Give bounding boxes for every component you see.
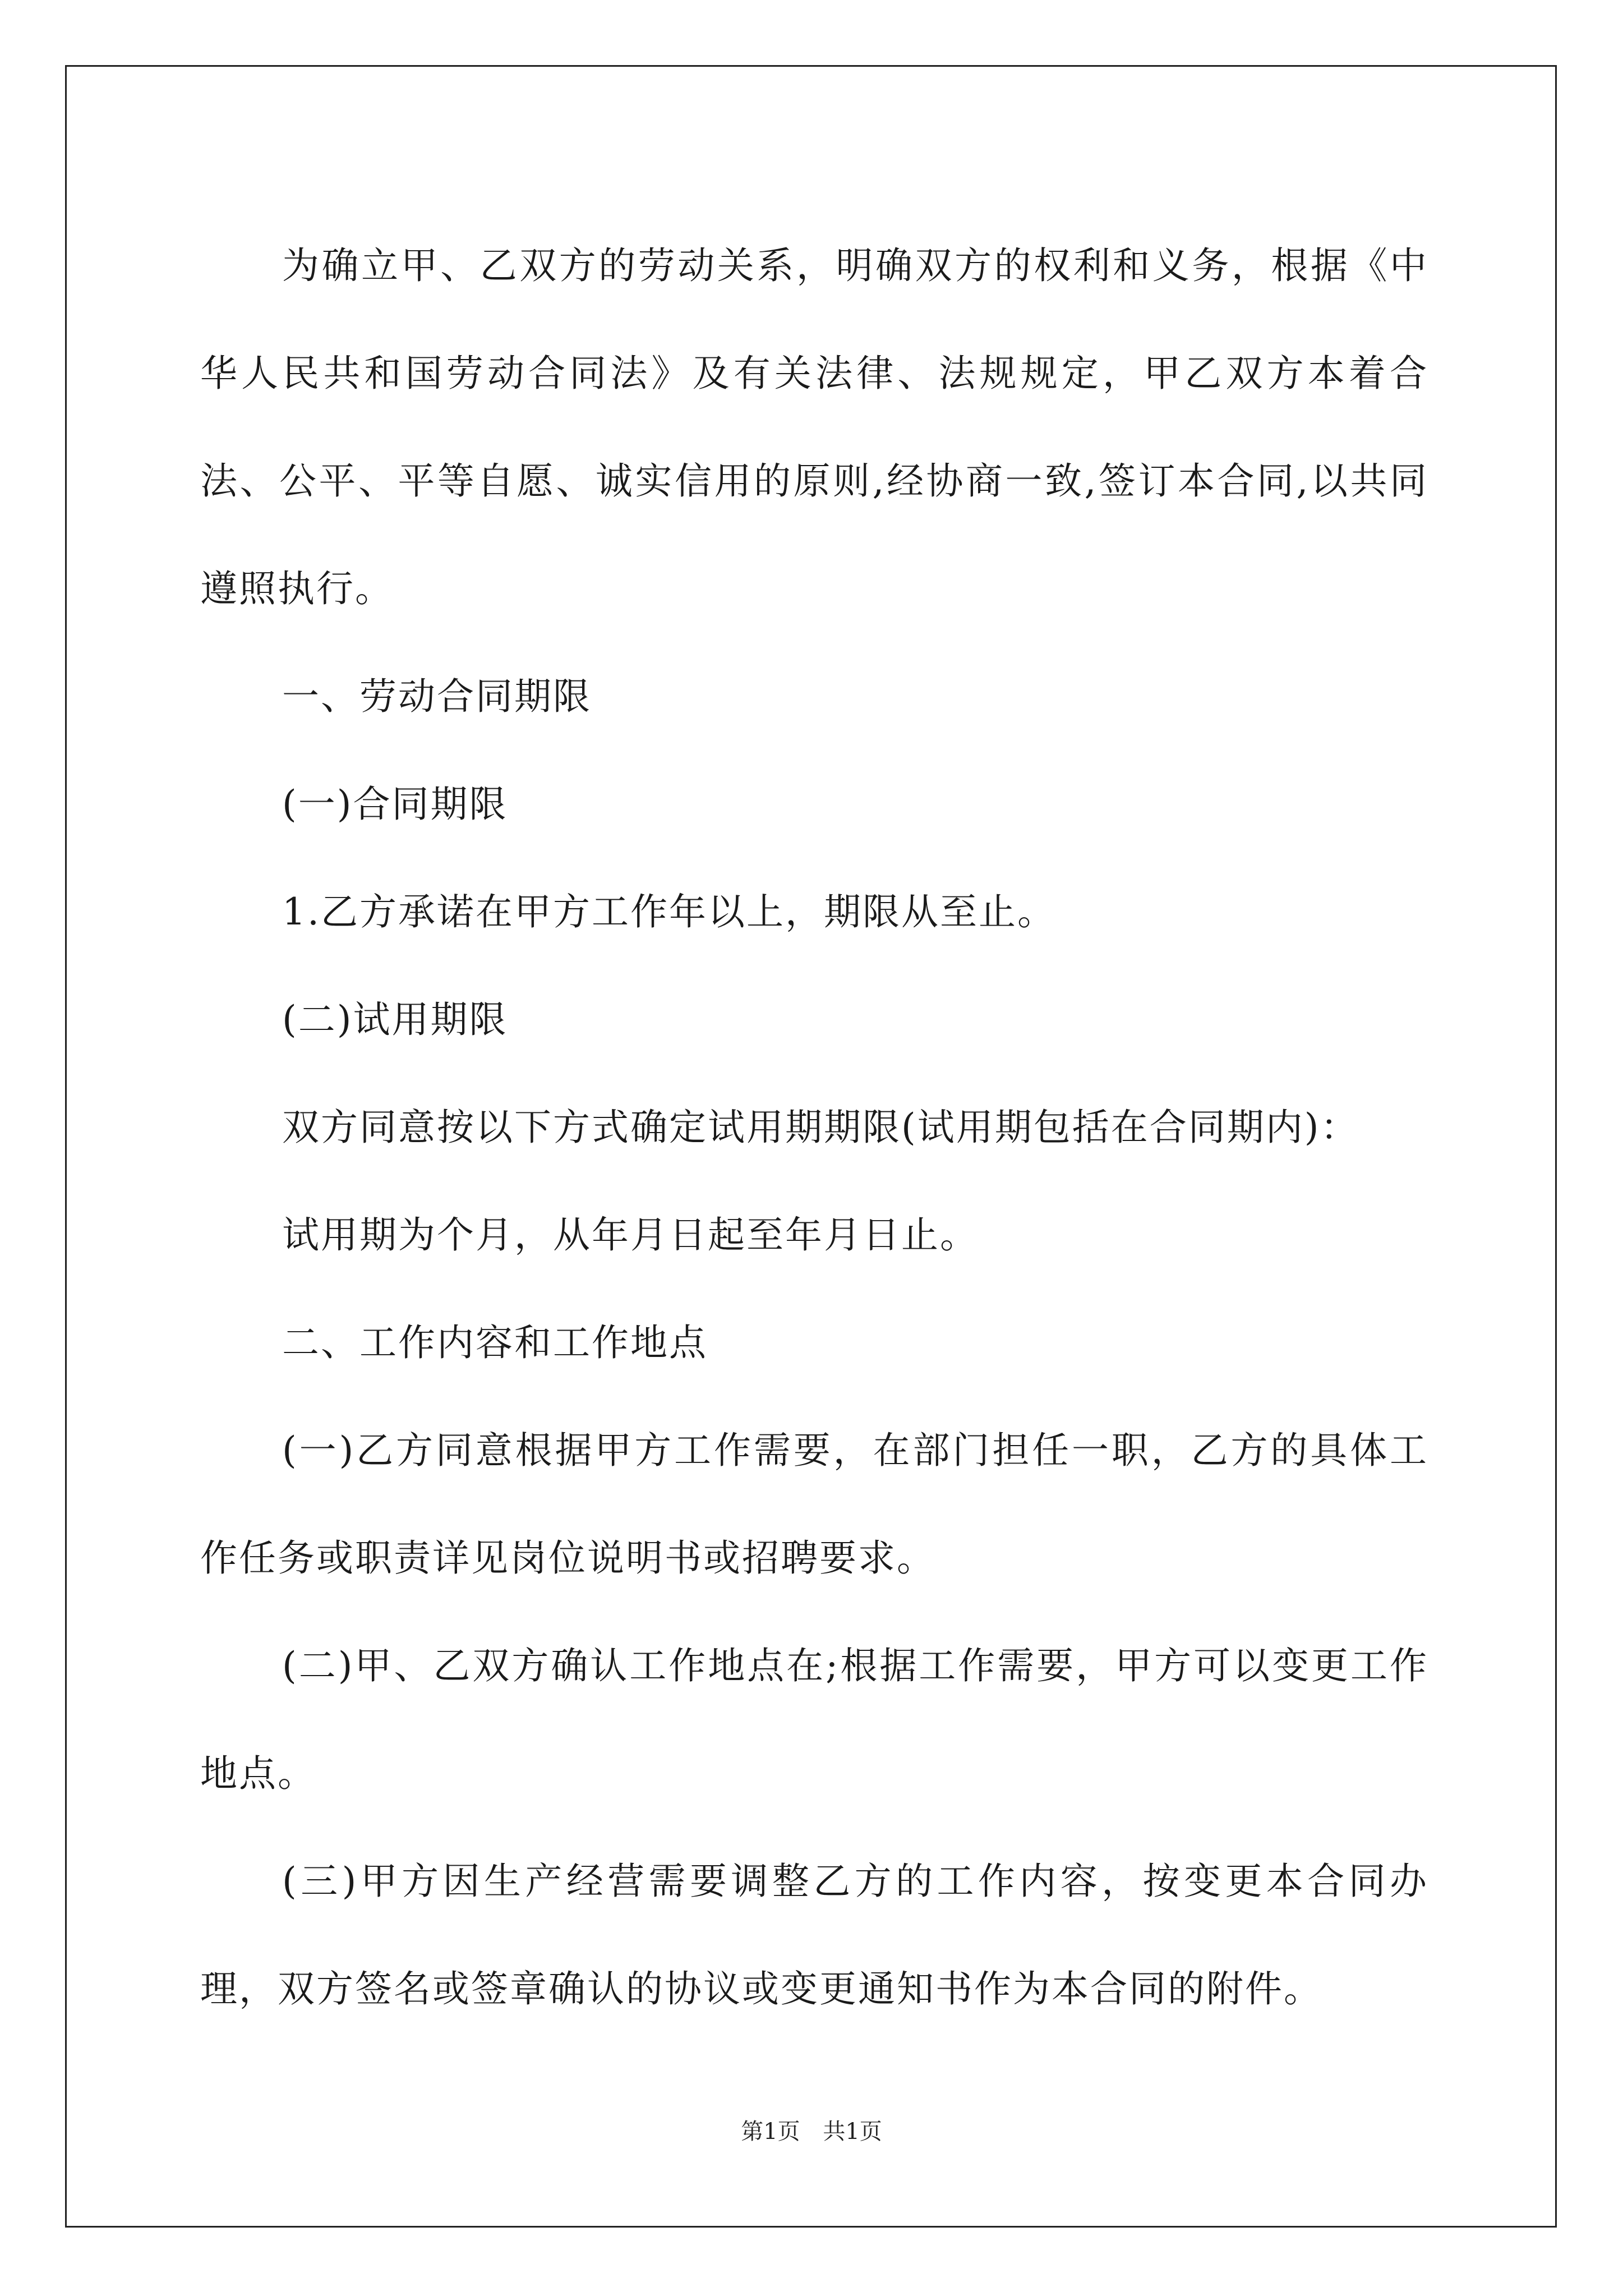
document-body xyxy=(200,212,1428,2043)
section-heading-contract-term: 一、劳动合同期限 xyxy=(282,675,592,718)
paragraph-work-location: (二)甲、乙双方确认工作地点在;根据工作需要，甲方可以变更工作地点。 xyxy=(200,1644,1428,1795)
subheading-probation-period: (二)试用期限 xyxy=(282,998,508,1041)
subheading-contract-period: (一)合同期限 xyxy=(282,783,508,826)
page-footer xyxy=(0,2115,1623,2148)
paragraph-job-duties: (一)乙方同意根据甲方工作需要，在部门担任一职，乙方的具体工作任务或职责详见岗位说明书或招聘要求。 xyxy=(200,1429,1428,1580)
section-heading-work-content: 二、工作内容和工作地点 xyxy=(282,1321,708,1364)
page-number: 第1页 xyxy=(741,2119,800,2145)
paragraph-probation-dates: 试用期为个月，从年月日起至年月日止。 xyxy=(282,1213,979,1257)
page-total: 共1页 xyxy=(823,2119,882,2145)
paragraph-probation-agreement: 双方同意按以下方式确定试用期期限(试用期包括在合同期内)： xyxy=(282,1106,1359,1149)
paragraph-intro: 为确立甲、乙双方的劳动关系，明确双方的权利和义务，根据《中华人民共和国劳动合同法》及有关法律、法规规定，甲乙双方本着合法、公平、平等自愿、诚实信用的原则,经协商一致,签订本合同,以共同遵照执行。 xyxy=(200,244,1428,610)
paragraph-content-adjustment: (三)甲方因生产经营需要调整乙方的工作内容，按变更本合同办理，双方签名或签章确认的协议或变更通知书作为本合同的附件。 xyxy=(200,1860,1428,2010)
paragraph-commitment: 1.乙方承诺在甲方工作年以上，期限从至止。 xyxy=(282,890,1056,933)
